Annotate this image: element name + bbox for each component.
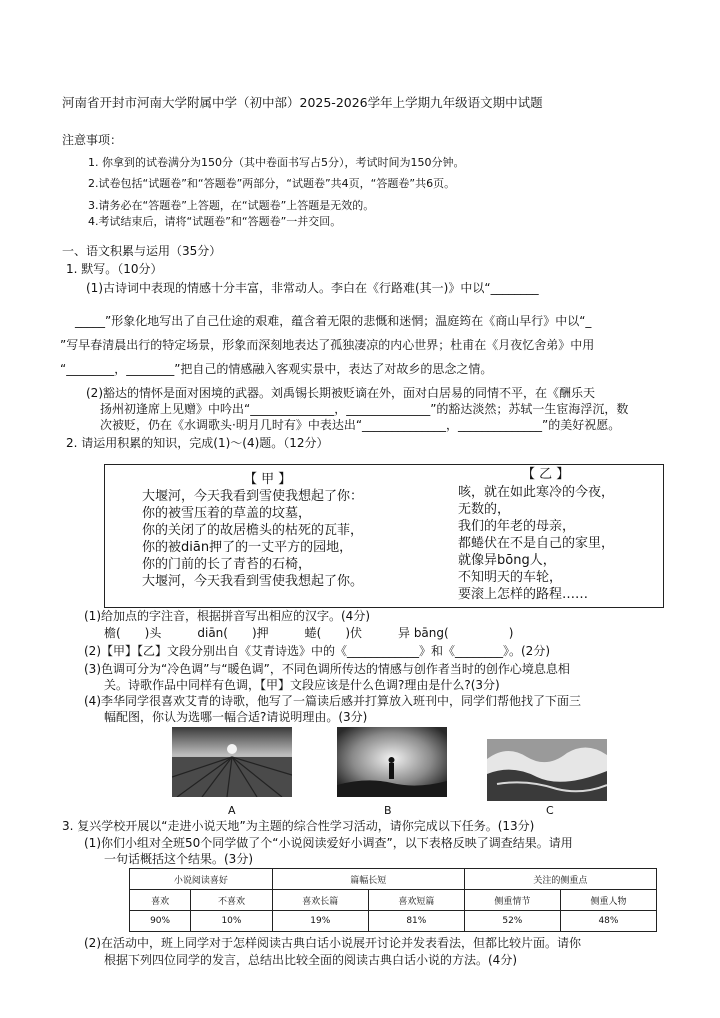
- q2-sub3-line: 关。诗歌作品中同样有色调，【甲】文段应该是什么色调?理由是什么?(3分): [104, 678, 500, 692]
- q1-part1-line: “________，________”把自己的情感融入客观实景中，表达了对故乡的思念之情。: [60, 362, 493, 376]
- exam-title: 河南省开封市河南大学附属中学（初中部）2025-2026学年上学期九年级语文期中试题: [62, 95, 543, 110]
- q1-part2-line: 扬州初逢席上见赠》中吟出“______________，______________”的豁达淡然；苏轼一生宦海浮沉，数: [100, 402, 629, 416]
- survey-group-header: 关注的侧重点: [464, 869, 656, 890]
- q3-sub1-line: 一句话概括这个结果。(3分): [104, 852, 253, 866]
- poem-jia-line: 你的被diān押了的一丈平方的园地，: [142, 540, 353, 555]
- q1-part1-line: ”写早春清晨出行的特定场景，形象而深刻地表达了孤独凄凉的内心世界；杜甫在《月夜忆舍弟》中用: [60, 338, 595, 352]
- q1-part1-line: (1)古诗词中表现的情感十分丰富，非常动人。李白在《行路难(其一)》中以“________: [86, 281, 539, 295]
- q1-part2-line: 次被贬，仍在《水调歌头·明月几时有》中表达出“______________，______________”的美好祝愿。: [100, 418, 621, 432]
- picture-a-label: A: [228, 804, 236, 817]
- q2-sub1: (1)给加点的字注音，根据拼音写出相应的汉字。(4分): [84, 609, 370, 623]
- q2-sub3-line: (3)色调可分为“冷色调”与“暖色调”，不同色调所传达的情感与创作者当时的创作心境息息相: [84, 662, 570, 676]
- poem-jia-line: 大堰河，今天我看到雪使我想起了你：: [142, 489, 364, 504]
- survey-cell: 90%: [130, 911, 191, 932]
- picture-c-label: C: [546, 804, 554, 817]
- survey-cell: 48%: [560, 911, 656, 932]
- poem-yi-line: 都蜷伏在不是自己的家里，: [458, 536, 615, 551]
- notice-item: 3.请务必在“答题卷”上答题，在“试题卷”上答题是无效的。: [88, 199, 375, 212]
- poem-jia-line: 你的门前的长了青苔的石椅，: [142, 557, 312, 572]
- poem-jia-line: 大堰河，今天我看到雪使我想起了你。: [142, 574, 364, 589]
- question-1-heading: 1. 默写。（10分）: [66, 262, 163, 276]
- notice-item: 2.试卷包括“试题卷”和“答题卷”两部分，“试题卷”共4页，“答题卷”共6页。: [88, 177, 456, 190]
- survey-cell: 19%: [272, 911, 368, 932]
- notice-heading: 注意事项：: [62, 133, 123, 147]
- q2-sub2: (2)【甲】【乙】文段分别出自《艾青诗选》中的《____________》和《________》。(2分): [84, 644, 550, 658]
- q1-part1-line: _____”形象化地写出了自己仕途的艰难，蕴含着无限的悲慨和迷惘；温庭筠在《商山早行》中以“_: [75, 314, 592, 328]
- question-2-heading: 2. 请运用积累的知识，完成(1)～(4)题。（12分）: [66, 436, 329, 450]
- q2-sub1-fill: 檐( )头 diān( )押 蜷( )伏 异 bāng( ): [104, 626, 514, 640]
- survey-column-header: 侧重人物: [560, 890, 656, 911]
- poem-yi-line: 无数的，: [458, 502, 511, 517]
- survey-cell: 52%: [464, 911, 560, 932]
- survey-group-header: 篇幅长短: [272, 869, 464, 890]
- poem-jia-line: 你的被雪压着的草盖的坟墓，: [142, 506, 312, 521]
- poem-yi-line: 就像异bōng人，: [458, 553, 556, 568]
- poem-jia-line: 你的关闭了的故居檐头的枯死的瓦菲，: [142, 523, 364, 538]
- poem-yi-line: 我们的年老的母亲，: [458, 519, 576, 534]
- survey-column-header: 不喜欢: [191, 890, 273, 911]
- survey-cell: 10%: [191, 911, 273, 932]
- picture-c-waves: [487, 735, 607, 805]
- survey-column-header: 喜欢短篇: [368, 890, 464, 911]
- poem-yi-line: 咳，就在如此寒冷的今夜，: [458, 485, 615, 500]
- survey-table: [129, 868, 657, 932]
- q3-sub1-line: (1)你们小组对全班50个同学做了个“小说阅读爱好小调查”，以下表格反映了调查结果。请用: [84, 836, 573, 850]
- survey-column-header: 喜欢: [130, 890, 191, 911]
- q2-sub4-line: (4)李华同学很喜欢艾青的诗歌，他写了一篇读后感并打算放入班刊中，同学们帮他找了下面三: [84, 694, 582, 708]
- picture-b-label: B: [384, 804, 392, 817]
- poem-yi-title: 【 乙 】: [522, 467, 570, 482]
- poem-yi-line: 要滚上怎样的路程……: [458, 587, 589, 602]
- picture-b-silhouette: [337, 727, 447, 797]
- notice-item: 1. 你拿到的试卷满分为150分（其中卷面书写占5分），考试时间为150分钟。: [88, 156, 465, 169]
- survey-column-header: 喜欢长篇: [272, 890, 368, 911]
- q1-part2-line: (2)豁达的情怀是面对困境的武器。刘禹锡长期被贬谪在外，面对白居易的同情不平，在《酬乐天: [86, 386, 596, 400]
- poem-yi-line: 不知明天的车轮，: [458, 570, 563, 585]
- survey-column-header: 侧重情节: [464, 890, 560, 911]
- q3-sub2-line: 根据下列四位同学的发言，总结出比较全面的阅读古典白话小说的方法。(4分): [104, 953, 518, 967]
- notice-item: 4.考试结束后，请将“试题卷”和“答题卷”一并交回。: [88, 215, 342, 228]
- survey-cell: 81%: [368, 911, 464, 932]
- q3-sub2-line: (2)在活动中，班上同学对于怎样阅读古典白话小说展开讨论并发表看法，但都比较片面。请你: [84, 936, 582, 950]
- question-3-heading: 3. 复兴学校开展以“走进小说天地”为主题的综合性学习活动，请你完成以下任务。(13分): [62, 819, 535, 833]
- survey-group-header: 小说阅读喜好: [130, 869, 273, 890]
- section-heading: 一、语文积累与运用（35分）: [62, 244, 222, 258]
- q2-sub4-line: 幅配图，你认为选哪一幅合适?请说明理由。(3分): [104, 710, 368, 724]
- picture-a-field: [172, 727, 292, 797]
- poem-jia-title: 【 甲 】: [244, 472, 292, 487]
